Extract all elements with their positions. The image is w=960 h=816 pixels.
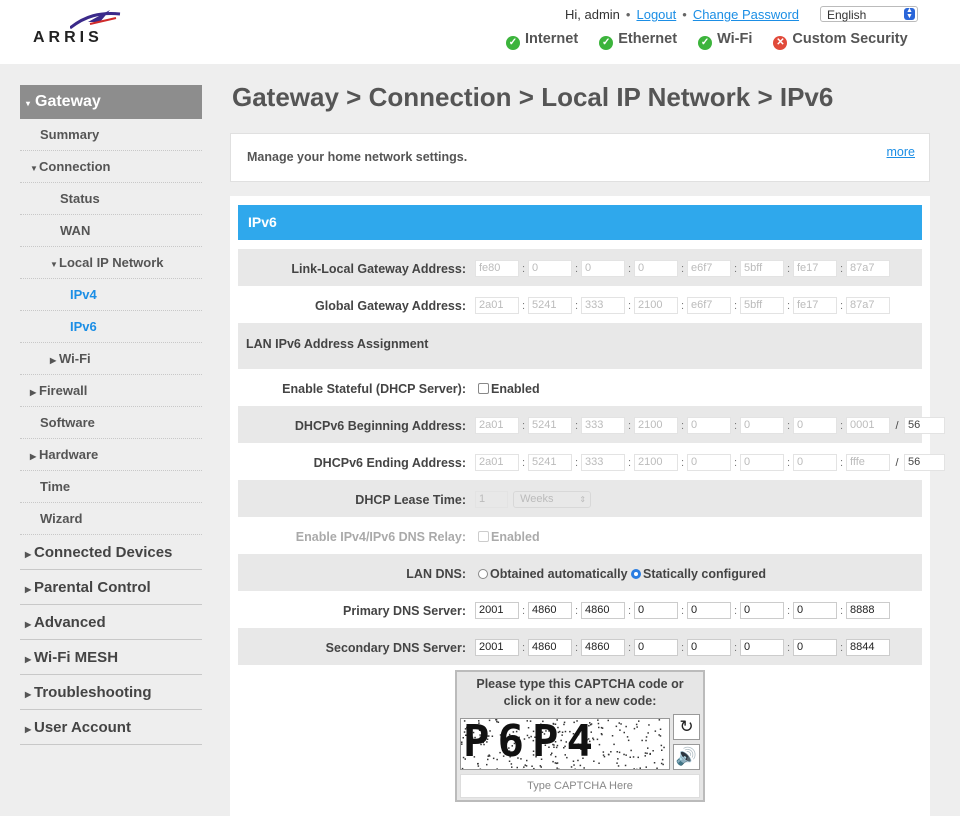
nav-software[interactable]: Software: [20, 407, 202, 439]
ip-segment-field[interactable]: 0: [687, 639, 731, 656]
ip-segment-field[interactable]: 2a01: [475, 454, 519, 471]
row-primary-dns: [238, 591, 922, 628]
row-lan-section: [238, 323, 922, 369]
ip-segment-field[interactable]: 2001: [475, 639, 519, 656]
lease-input[interactable]: 1: [475, 491, 508, 508]
primary-label: Primary DNS Server:: [343, 604, 466, 618]
ip-segment-field[interactable]: 0: [581, 260, 625, 277]
language-select[interactable]: [820, 6, 918, 22]
lease-unit-select[interactable]: Weeks ⇕: [513, 491, 591, 508]
check-icon: ✓: [698, 36, 712, 50]
lan-dns-label: LAN DNS:: [406, 567, 466, 581]
link-local-address: fe80 : 0 : 0 : 0 : e6f7 : 5bff : fe17 : 87a7: [475, 260, 890, 277]
secondary-label: Secondary DNS Server:: [325, 641, 466, 655]
caret-right-icon: ▶: [30, 388, 37, 397]
ip-segment-field[interactable]: 5bff: [740, 260, 784, 277]
ip-segment-field[interactable]: 0: [634, 639, 678, 656]
ip-segment-field[interactable]: 2a01: [475, 297, 519, 314]
ip-segment-field[interactable]: 5241: [528, 417, 572, 434]
stateful-checkbox[interactable]: Enabled: [478, 382, 540, 396]
nav-wifi-mesh[interactable]: ▶ Wi-Fi MESH: [20, 640, 202, 675]
user-line: Hi, admin • Logout • Change Password: [565, 7, 800, 22]
captcha-box: [455, 670, 705, 802]
caret-right-icon: ▶: [25, 690, 32, 699]
x-icon: ✕: [773, 36, 787, 50]
primary-dns: 2001 : 4860 : 4860 : 0 : 0 : 0 : 0 : 8888: [475, 602, 890, 619]
greeting: Hi, admin: [565, 7, 620, 22]
check-icon: ✓: [599, 36, 613, 50]
ip-segment-field[interactable]: 0: [528, 260, 572, 277]
caret-down-icon: ▼: [30, 164, 38, 173]
row-dns-relay: [238, 517, 922, 554]
ip-segment-field[interactable]: 0: [634, 602, 678, 619]
ip-segment-field[interactable]: 0: [687, 417, 731, 434]
nav-connected-devices[interactable]: ▶ Connected Devices: [20, 535, 202, 570]
caret-right-icon: ▶: [25, 550, 32, 559]
ip-segment-field[interactable]: 0: [740, 639, 784, 656]
info-text: Manage your home network settings.: [247, 150, 468, 164]
radio-auto[interactable]: [478, 569, 488, 579]
ip-segment-field[interactable]: 0: [793, 639, 837, 656]
more-link[interactable]: more: [886, 145, 915, 159]
ip-segment-field[interactable]: 0: [793, 417, 837, 434]
ip-segment-field[interactable]: 333: [581, 454, 625, 471]
logout-link[interactable]: Logout: [636, 7, 677, 22]
ip-segment-field[interactable]: 0: [740, 602, 784, 619]
nav-connection[interactable]: ▼Connection: [20, 151, 202, 183]
nav-firewall[interactable]: ▶ Firewall: [20, 375, 202, 407]
ip-segment-field[interactable]: 2100: [634, 417, 678, 434]
row-stateful: [238, 369, 922, 406]
logo-swoosh-icon: [70, 10, 122, 30]
nav-summary[interactable]: Summary: [20, 119, 202, 151]
begin-address: 2a01 : 5241 : 333 : 2100 : 0 : 0 : 0 : 0001 / 56: [475, 417, 945, 434]
caret-right-icon: ▶: [25, 725, 32, 734]
nav-gateway[interactable]: ▾ Gateway: [20, 85, 202, 119]
page-title: Gateway > Connection > Local IP Network > IPv6: [232, 82, 834, 112]
arris-logo[interactable]: [30, 10, 125, 50]
ip-segment-field[interactable]: fffe: [846, 454, 890, 471]
ip-segment-field[interactable]: 4860: [528, 639, 572, 656]
ip-segment-field[interactable]: 2a01: [475, 417, 519, 434]
ip-segment-field[interactable]: 333: [581, 297, 625, 314]
row-lease: [238, 480, 922, 517]
ip-segment-field[interactable]: 87a7: [846, 260, 890, 277]
nav-local-ip-network[interactable]: ▼Local IP Network: [20, 247, 202, 279]
lease-label: DHCP Lease Time:: [355, 493, 466, 507]
status-custom-security: ✕ Custom Security: [773, 31, 907, 50]
caret-down-icon: ▾: [26, 99, 31, 108]
nav-user-account[interactable]: ▶ User Account: [20, 710, 202, 745]
ip-segment-field[interactable]: 4860: [528, 602, 572, 619]
row-global: [238, 286, 922, 323]
caret-right-icon: ▶: [50, 356, 57, 365]
nav-wizard[interactable]: Wizard: [20, 503, 202, 535]
captcha-prompt: Please type this CAPTCHA code or click on it for a new code:: [476, 677, 684, 708]
ip-segment-field[interactable]: 2100: [634, 297, 678, 314]
ipv6-card: [230, 196, 930, 816]
captcha-input[interactable]: Type CAPTCHA Here: [460, 774, 700, 798]
ip-segment-field[interactable]: 2001: [475, 602, 519, 619]
nav-troubleshooting[interactable]: ▶ Troubleshooting: [20, 675, 202, 710]
check-icon: ✓: [506, 36, 520, 50]
dns-options: Obtained automatically Statically configured: [478, 567, 766, 581]
caret-down-icon: ▼: [50, 260, 58, 269]
nav-parental-control[interactable]: ▶ Parental Control: [20, 570, 202, 605]
end-address: 2a01 : 5241 : 333 : 2100 : 0 : 0 : 0 : fffe / 56: [475, 454, 945, 471]
card-header: IPv6: [238, 205, 922, 240]
sidebar: [20, 85, 202, 745]
end-label: DHCPv6 Ending Address:: [313, 456, 466, 470]
begin-label: DHCPv6 Beginning Address:: [294, 419, 466, 433]
ip-segment-field[interactable]: 5241: [528, 454, 572, 471]
ip-segment-field[interactable]: 0: [740, 417, 784, 434]
ip-segment-field[interactable]: 0: [634, 260, 678, 277]
status-internet: ✓ Internet: [506, 31, 578, 50]
nav-ipv4[interactable]: IPv4: [20, 279, 202, 311]
caret-right-icon: ▶: [30, 452, 37, 461]
radio-static[interactable]: [631, 569, 641, 579]
relay-label: Enable IPv4/IPv6 DNS Relay:: [295, 530, 466, 544]
ip-segment-field[interactable]: 2100: [634, 454, 678, 471]
captcha-image[interactable]: [460, 718, 670, 770]
ip-segment-field[interactable]: 0: [687, 602, 731, 619]
global-address: 2a01 : 5241 : 333 : 2100 : e6f7 : 5bff : fe17 : 87a7: [475, 297, 890, 314]
row-secondary-dns: [238, 628, 922, 665]
caret-right-icon: ▶: [25, 620, 32, 629]
ip-segment-field[interactable]: 5241: [528, 297, 572, 314]
caret-right-icon: ▶: [25, 655, 32, 664]
ip-segment-field[interactable]: 0001: [846, 417, 890, 434]
link-local-label: Link-Local Gateway Address:: [291, 262, 466, 276]
relay-checkbox[interactable]: Enabled: [478, 530, 540, 544]
change-password-link[interactable]: Change Password: [692, 7, 800, 22]
ip-segment-field[interactable]: 0: [793, 454, 837, 471]
nav-time[interactable]: Time: [20, 471, 202, 503]
status-bar: [506, 31, 925, 50]
nav-status[interactable]: Status: [20, 183, 202, 215]
stateful-label: Enable Stateful (DHCP Server):: [282, 382, 466, 396]
refresh-icon[interactable]: ↻: [673, 714, 700, 740]
caret-right-icon: ▶: [25, 585, 32, 594]
ip-segment-field[interactable]: 87a7: [846, 297, 890, 314]
prefix-length-field[interactable]: 56: [904, 454, 945, 471]
nav-hardware[interactable]: ▶ Hardware: [20, 439, 202, 471]
header: [0, 0, 960, 64]
ip-segment-field[interactable]: 333: [581, 417, 625, 434]
captcha-code: P6P4: [463, 718, 601, 767]
status-wifi: ✓ Wi-Fi: [698, 31, 752, 50]
ip-segment-field[interactable]: 8844: [846, 639, 890, 656]
speaker-icon[interactable]: 🔊: [673, 744, 700, 770]
secondary-dns: 2001 : 4860 : 4860 : 0 : 0 : 0 : 0 : 8844: [475, 639, 890, 656]
ip-segment-field[interactable]: 0: [687, 454, 731, 471]
ip-segment-field[interactable]: fe17: [793, 260, 837, 277]
language-value: English: [827, 8, 867, 22]
row-dhcp-end: [238, 443, 922, 480]
ip-segment-field[interactable]: 8888: [846, 602, 890, 619]
section-heading: LAN IPv6 Address Assignment: [246, 337, 429, 351]
status-ethernet: ✓ Ethernet: [599, 31, 677, 50]
ip-segment-field[interactable]: fe17: [793, 297, 837, 314]
ip-segment-field[interactable]: 0: [793, 602, 837, 619]
row-dhcp-begin: [238, 406, 922, 443]
nav-advanced[interactable]: ▶ Advanced: [20, 605, 202, 640]
ip-segment-field[interactable]: 0: [740, 454, 784, 471]
ip-segment-field[interactable]: e6f7: [687, 260, 731, 277]
select-arrows-icon: ▲ ▼: [904, 8, 915, 20]
ip-segment-field[interactable]: e6f7: [687, 297, 731, 314]
logo-text: ARRIS: [33, 29, 103, 46]
ip-segment-field[interactable]: 5bff: [740, 297, 784, 314]
prefix-length-field[interactable]: 56: [904, 417, 945, 434]
info-box: [230, 133, 930, 182]
global-label: Global Gateway Address:: [315, 299, 466, 313]
ip-segment-field[interactable]: 4860: [581, 602, 625, 619]
nav-wan[interactable]: WAN: [20, 215, 202, 247]
ip-segment-field[interactable]: fe80: [475, 260, 519, 277]
ip-segment-field[interactable]: 4860: [581, 639, 625, 656]
select-arrows-icon: ⇕: [579, 495, 587, 504]
row-lan-dns: [238, 554, 922, 591]
nav-wifi[interactable]: ▶ Wi-Fi: [20, 343, 202, 375]
row-link-local: [238, 249, 922, 286]
nav-ipv6[interactable]: IPv6: [20, 311, 202, 343]
